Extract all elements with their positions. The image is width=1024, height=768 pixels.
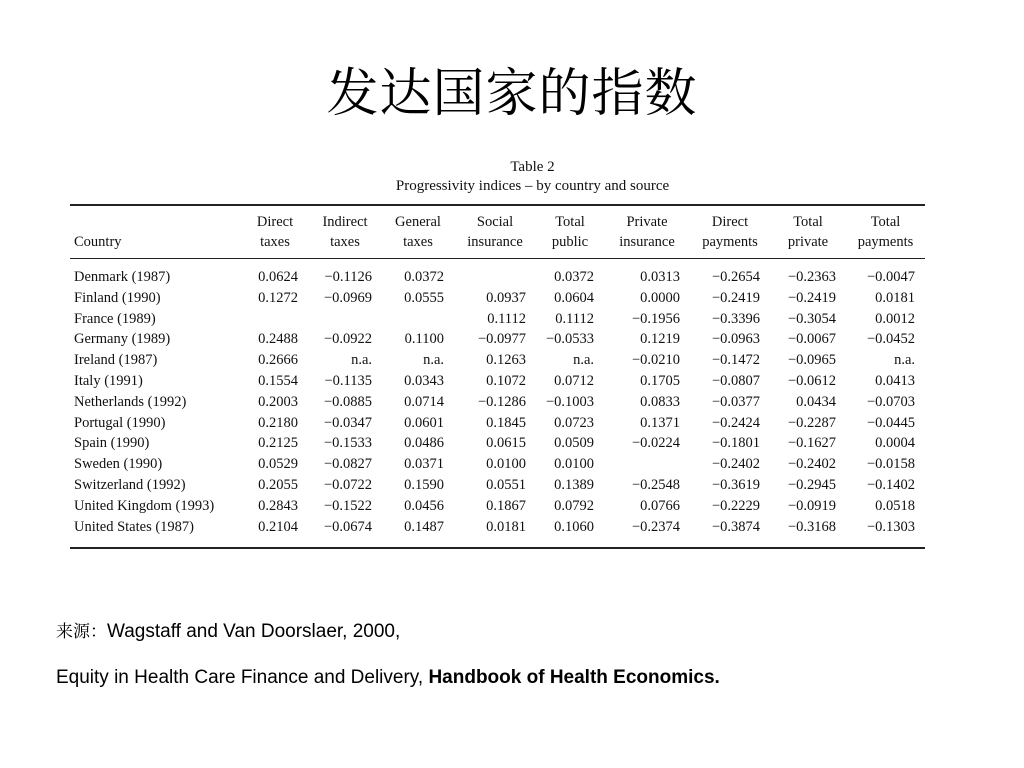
- country-cell: Italy (1991): [74, 372, 143, 389]
- value-cell: −0.2548: [631, 476, 680, 493]
- value-cell: 0.2125: [258, 435, 298, 452]
- value-cell: 0.0434: [796, 393, 836, 410]
- value-cell: 0.0413: [875, 372, 915, 389]
- value-cell: 0.0714: [404, 393, 444, 410]
- column-header: [690, 206, 770, 259]
- value-cell: 0.0343: [404, 372, 444, 389]
- table-row: [70, 371, 925, 392]
- column-header: [382, 206, 454, 259]
- column-header-line2: taxes: [403, 234, 433, 250]
- country-cell: Spain (1990): [74, 435, 150, 452]
- value-cell: 0.1487: [404, 518, 444, 535]
- value-cell: −0.0445: [866, 414, 915, 431]
- table-row: [70, 517, 925, 544]
- source-label: 来源：: [56, 622, 107, 642]
- value-cell: −0.2654: [711, 269, 760, 285]
- value-cell: −0.0047: [866, 269, 915, 285]
- table-row: [70, 288, 925, 309]
- table-row: [70, 259, 925, 288]
- source-citation-title: Equity in Health Care Finance and Delivery,: [56, 667, 429, 688]
- table-body: [70, 259, 925, 543]
- value-cell: −0.0452: [866, 331, 915, 348]
- value-cell: −0.0885: [323, 393, 372, 410]
- value-cell: 0.2180: [258, 414, 298, 431]
- column-header: [770, 206, 846, 259]
- column-header: [604, 206, 690, 259]
- value-cell: 0.2666: [258, 352, 298, 369]
- value-cell: 0.0604: [554, 289, 594, 306]
- table-row: [70, 496, 925, 517]
- value-cell: 0.0313: [640, 269, 680, 285]
- value-cell: 0.0004: [875, 435, 915, 452]
- value-cell: 0.0371: [404, 456, 444, 473]
- value-cell: −0.1533: [323, 435, 372, 452]
- value-cell: −0.0377: [711, 393, 760, 410]
- value-cell: 0.0601: [404, 414, 444, 431]
- value-cell: 0.0624: [258, 269, 298, 285]
- country-cell: Netherlands (1992): [74, 393, 187, 410]
- country-cell: United States (1987): [74, 518, 195, 535]
- table-bottom-rule: [70, 547, 925, 549]
- value-cell: 0.1705: [640, 372, 680, 389]
- table-row: [70, 454, 925, 475]
- value-cell: 0.0456: [404, 497, 444, 514]
- column-header-line2: public: [551, 234, 589, 250]
- column-header-line1: Total: [870, 214, 901, 230]
- value-cell: −0.0674: [323, 518, 372, 535]
- value-cell: −0.2363: [787, 269, 836, 285]
- progressivity-table: [70, 206, 925, 543]
- column-header: [454, 206, 536, 259]
- table-figure: [70, 158, 925, 549]
- value-cell: 0.2843: [258, 497, 298, 514]
- column-header: [846, 206, 925, 259]
- value-cell: −0.0977: [477, 331, 526, 348]
- source-citation-authors: Wagstaff and Van Doorslaer, 2000,: [107, 621, 401, 642]
- table-row: [70, 433, 925, 454]
- column-header-line1: General: [395, 214, 441, 230]
- value-cell: 0.1272: [258, 289, 298, 306]
- country-cell: Sweden (1990): [74, 456, 163, 473]
- value-cell: −0.1286: [477, 393, 526, 410]
- country-cell: Denmark (1987): [74, 269, 171, 285]
- source-line-2: [56, 666, 720, 690]
- value-cell: 0.1867: [486, 497, 526, 514]
- country-cell: Portugal (1990): [74, 414, 166, 431]
- column-header-line1: Total: [555, 214, 585, 230]
- value-cell: 0.0509: [554, 435, 594, 452]
- value-cell: −0.3874: [711, 518, 760, 535]
- value-cell: 0.0100: [486, 456, 526, 473]
- value-cell: −0.0210: [631, 352, 680, 369]
- value-cell: [454, 259, 536, 288]
- table-row: [70, 329, 925, 350]
- value-cell: −0.3396: [711, 310, 760, 327]
- column-header-line1: Direct: [711, 214, 749, 230]
- value-cell: 0.1100: [404, 331, 444, 348]
- value-cell: 0.1060: [554, 518, 594, 535]
- column-header: [536, 206, 604, 259]
- value-cell: 0.0792: [554, 497, 594, 514]
- value-cell: −0.2402: [711, 456, 760, 473]
- column-header-line2: private: [787, 234, 829, 250]
- column-header-line1: Social: [476, 214, 514, 230]
- column-header-line2: insurance: [467, 234, 523, 250]
- value-cell: n.a.: [423, 352, 444, 369]
- value-cell: −0.0703: [866, 393, 915, 410]
- value-cell: −0.2287: [787, 414, 836, 431]
- value-cell: 0.2003: [258, 393, 298, 410]
- country-cell: Switzerland (1992): [74, 476, 186, 493]
- column-header: [308, 206, 382, 259]
- country-cell: United Kingdom (1993): [74, 497, 215, 514]
- value-cell: −0.1522: [323, 497, 372, 514]
- column-header-line1: Total: [793, 214, 823, 230]
- value-cell: −0.1303: [866, 518, 915, 535]
- value-cell: −0.1135: [324, 372, 372, 389]
- table-row: [70, 392, 925, 413]
- value-cell: 0.0100: [554, 456, 594, 473]
- value-cell: −0.0827: [323, 456, 372, 473]
- value-cell: −0.2402: [787, 456, 836, 473]
- value-cell: −0.0612: [787, 372, 836, 389]
- value-cell: −0.2945: [787, 476, 836, 493]
- value-cell: 0.0372: [554, 269, 594, 285]
- column-header-line1: Direct: [256, 214, 294, 230]
- value-cell: 0.1590: [404, 476, 444, 493]
- value-cell: 0.0529: [258, 456, 298, 473]
- source-citation-handbook: Handbook of Health Economics.: [428, 667, 720, 688]
- value-cell: 0.0712: [554, 372, 594, 389]
- value-cell: 0.1112: [487, 310, 526, 327]
- column-header-line2: payments: [702, 234, 758, 250]
- value-cell: −0.0969: [323, 289, 372, 306]
- value-cell: 0.0833: [640, 393, 680, 410]
- value-cell: n.a.: [351, 352, 372, 369]
- value-cell: 0.2488: [258, 331, 298, 348]
- header-row: [70, 206, 925, 259]
- column-header-line1: Private: [626, 214, 668, 230]
- value-cell: 0.2055: [258, 476, 298, 493]
- country-cell: Finland (1990): [74, 289, 161, 306]
- table-header: [70, 206, 925, 259]
- column-header: [242, 206, 308, 259]
- value-cell: n.a.: [573, 352, 594, 369]
- table-row: [70, 413, 925, 434]
- column-header-line1: Indirect: [322, 214, 368, 230]
- value-cell: 0.0555: [404, 289, 444, 306]
- value-cell: [382, 309, 454, 330]
- slide-title: 发达国家的指数: [326, 64, 698, 124]
- value-cell: −0.0807: [711, 372, 760, 389]
- value-cell: −0.0965: [787, 352, 836, 369]
- column-header: [70, 206, 242, 259]
- table-row: [70, 475, 925, 496]
- value-cell: −0.3168: [787, 518, 836, 535]
- country-cell: Ireland (1987): [74, 352, 158, 369]
- value-cell: 0.0937: [486, 289, 526, 306]
- value-cell: −0.2374: [631, 518, 680, 535]
- value-cell: 0.0372: [404, 269, 444, 285]
- value-cell: −0.2419: [787, 289, 836, 306]
- value-cell: 0.0615: [486, 435, 526, 452]
- value-cell: −0.0533: [545, 331, 594, 348]
- value-cell: −0.0963: [711, 331, 760, 348]
- value-cell: [604, 454, 690, 475]
- value-cell: 0.0012: [875, 310, 915, 327]
- value-cell: −0.0722: [323, 476, 372, 493]
- value-cell: −0.0224: [631, 435, 680, 452]
- table-number: Table 2: [510, 159, 555, 175]
- value-cell: −0.1801: [711, 435, 760, 452]
- table-caption: Progressivity indices – by country and source: [395, 178, 670, 194]
- column-header-line1: Country: [74, 234, 122, 250]
- value-cell: 0.0766: [640, 497, 680, 514]
- value-cell: n.a.: [894, 352, 915, 369]
- value-cell: −0.0919: [787, 497, 836, 514]
- value-cell: 0.1389: [554, 476, 594, 493]
- value-cell: [308, 309, 382, 330]
- value-cell: −0.2424: [711, 414, 760, 431]
- value-cell: 0.0181: [486, 518, 526, 535]
- value-cell: 0.2104: [258, 518, 298, 535]
- value-cell: −0.1956: [631, 310, 680, 327]
- country-cell: Germany (1989): [74, 331, 171, 348]
- value-cell: 0.1845: [486, 414, 526, 431]
- table-row: [70, 309, 925, 330]
- value-cell: 0.0181: [875, 289, 915, 306]
- column-header-line2: taxes: [260, 234, 290, 250]
- value-cell: 0.0518: [875, 497, 915, 514]
- value-cell: 0.1554: [258, 372, 298, 389]
- value-cell: −0.0347: [323, 414, 372, 431]
- value-cell: 0.0723: [554, 414, 594, 431]
- value-cell: −0.0922: [323, 331, 372, 348]
- value-cell: 0.1263: [486, 352, 526, 369]
- value-cell: −0.0067: [787, 331, 836, 348]
- value-cell: −0.1126: [324, 269, 372, 285]
- value-cell: 0.1219: [640, 331, 680, 348]
- value-cell: 0.0486: [404, 435, 444, 452]
- value-cell: −0.1402: [866, 476, 915, 493]
- column-header-line2: payments: [857, 234, 914, 250]
- value-cell: −0.2419: [711, 289, 760, 306]
- value-cell: −0.0158: [866, 456, 915, 473]
- value-cell: −0.1003: [545, 393, 594, 410]
- value-cell: −0.3619: [711, 476, 760, 493]
- value-cell: −0.3054: [787, 310, 836, 327]
- value-cell: [242, 309, 308, 330]
- column-header-line2: insurance: [619, 234, 675, 250]
- value-cell: −0.1472: [711, 352, 760, 369]
- value-cell: −0.1627: [787, 435, 836, 452]
- value-cell: 0.0551: [486, 476, 526, 493]
- value-cell: −0.2229: [711, 497, 760, 514]
- country-cell: France (1989): [74, 310, 156, 327]
- value-cell: 0.1072: [486, 372, 526, 389]
- value-cell: 0.0000: [640, 289, 680, 306]
- source-line-1: [56, 620, 400, 644]
- column-header-line2: taxes: [330, 234, 360, 250]
- value-cell: 0.1371: [640, 414, 680, 431]
- table-row: [70, 350, 925, 371]
- value-cell: 0.1112: [555, 310, 594, 327]
